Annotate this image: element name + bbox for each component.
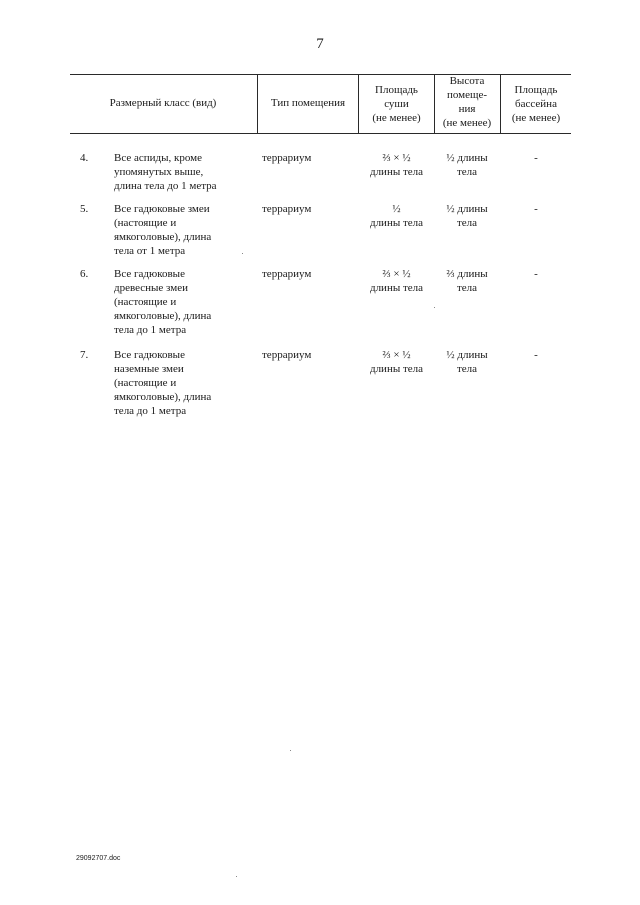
scan-speck — [236, 876, 237, 877]
land-area-cell: ½ длины тела — [369, 203, 424, 229]
row-number: 7. — [80, 349, 89, 361]
land-area-cell: ⅔ × ½ длины тела — [369, 349, 424, 375]
height-cell: ½ длины тела — [446, 203, 488, 229]
scan-speck — [290, 750, 291, 751]
species-cell: Все гадюковые древесные змеи (настоящие и ямкоголовые), длина тела до 1 метра — [114, 268, 212, 336]
document-filename: 29092707.doc — [76, 855, 121, 862]
room-type-cell: террариум — [262, 268, 312, 280]
scan-speck — [242, 253, 243, 254]
pool-area-cell: - — [534, 349, 538, 361]
pool-area-cell: - — [534, 268, 538, 280]
header-land-area: Площадь суши (не менее) — [372, 84, 421, 124]
species-cell: Все аспиды, кроме упомянутых выше, длина тела до 1 метра — [114, 152, 217, 192]
scan-speck — [434, 307, 435, 308]
room-type-cell: террариум — [262, 203, 312, 215]
header-height: Высота помеще- ния (не менее) — [442, 75, 492, 129]
room-type-cell: террариум — [262, 152, 312, 164]
species-cell: Все гадюковые наземные змеи (настоящие и ямкоголовые), длина тела до 1 метра — [114, 349, 212, 417]
height-cell: ⅔ длины тела — [446, 268, 488, 294]
land-area-cell: ⅔ × ½ длины тела — [369, 268, 424, 294]
row-number: 6. — [80, 268, 89, 280]
species-cell: Все гадюковые змеи (настоящие и ямкоголовые), длина тела от 1 метра — [114, 203, 212, 257]
row-number: 4. — [80, 152, 89, 164]
page-number: 7 — [316, 36, 324, 52]
height-cell: ½ длины тела — [446, 152, 488, 178]
room-type-cell: террариум — [262, 349, 312, 361]
land-area-cell: ⅔ × ½ длины тела — [369, 152, 424, 178]
height-cell: ½ длины тела — [446, 349, 488, 375]
row-number: 5. — [80, 203, 89, 215]
pool-area-cell: - — [534, 152, 538, 164]
table-header-rule — [70, 133, 571, 134]
header-room-type: Тип помещения — [270, 97, 346, 109]
pool-area-cell: - — [534, 203, 538, 215]
header-size-class: Размерный класс (вид) — [109, 97, 217, 109]
header-pool-area: Площадь бассейна (не менее) — [511, 84, 561, 124]
